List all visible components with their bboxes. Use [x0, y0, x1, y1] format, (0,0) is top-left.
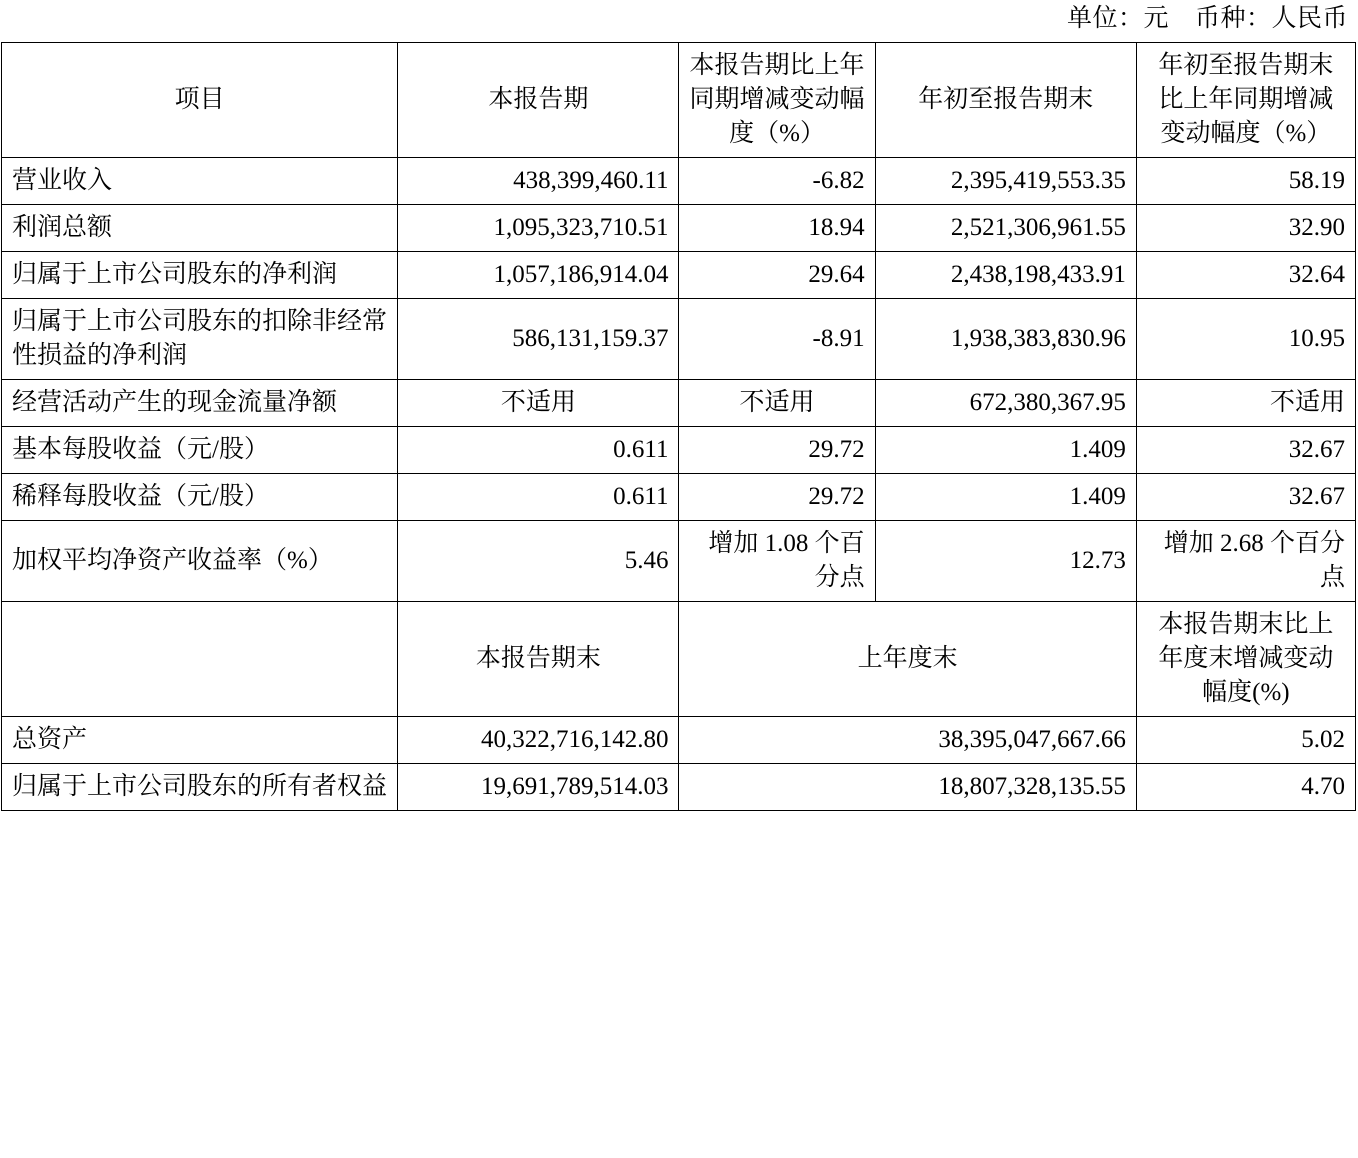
financial-summary-table	[1, 42, 1356, 811]
row-current-period-value: 586,131,159.37	[398, 299, 679, 380]
row-period-end-value: 40,322,716,142.80	[398, 717, 679, 764]
row-current-period-value: 5.46	[398, 521, 679, 602]
header-current-period: 本报告期	[398, 43, 679, 158]
row-current-period-change: -6.82	[679, 158, 875, 205]
row-label: 总资产	[2, 717, 398, 764]
row-current-period-change: 不适用	[679, 380, 875, 427]
second-header-change: 本报告期末比上年度末增减变动幅度(%)	[1136, 602, 1355, 717]
row-ytd-change: 58.19	[1136, 158, 1355, 205]
row-label: 归属于上市公司股东的净利润	[2, 252, 398, 299]
row-label: 利润总额	[2, 205, 398, 252]
table-row	[2, 717, 1356, 764]
table-row	[2, 252, 1356, 299]
row-ytd-value: 2,521,306,961.55	[875, 205, 1136, 252]
row-ytd-change: 不适用	[1136, 380, 1355, 427]
row-ytd-value: 2,438,198,433.91	[875, 252, 1136, 299]
table-header-row	[2, 43, 1356, 158]
row-ytd-change: 32.90	[1136, 205, 1355, 252]
table-row	[2, 205, 1356, 252]
row-current-period-change: 29.72	[679, 427, 875, 474]
row-label: 归属于上市公司股东的所有者权益	[2, 764, 398, 811]
table-row	[2, 299, 1356, 380]
row-current-period-value: 1,095,323,710.51	[398, 205, 679, 252]
second-header-item	[2, 602, 398, 717]
table-row	[2, 521, 1356, 602]
row-label: 归属于上市公司股东的扣除非经常性损益的净利润	[2, 299, 398, 380]
header-item: 项目	[2, 43, 398, 158]
table-second-header-row	[2, 602, 1356, 717]
row-ytd-value: 672,380,367.95	[875, 380, 1136, 427]
unit-note	[0, 0, 1358, 42]
table-row	[2, 158, 1356, 205]
row-change: 4.70	[1136, 764, 1355, 811]
row-ytd-value: 1,938,383,830.96	[875, 299, 1136, 380]
row-ytd-value: 1.409	[875, 474, 1136, 521]
row-ytd-change: 增加 2.68 个百分点	[1136, 521, 1355, 602]
table-row	[2, 380, 1356, 427]
second-header-period-end: 本报告期末	[398, 602, 679, 717]
row-current-period-value: 不适用	[398, 380, 679, 427]
row-label: 营业收入	[2, 158, 398, 205]
unit-note-currency-unit: 单位：元	[1066, 5, 1169, 32]
row-current-period-change: 增加 1.08 个百分点	[679, 521, 875, 602]
row-label: 稀释每股收益（元/股）	[2, 474, 398, 521]
row-ytd-change: 10.95	[1136, 299, 1355, 380]
second-header-last-year-end: 上年度末	[679, 602, 1136, 717]
table-row	[2, 764, 1356, 811]
row-current-period-value: 0.611	[398, 427, 679, 474]
row-change: 5.02	[1136, 717, 1355, 764]
header-ytd: 年初至报告期末	[875, 43, 1136, 158]
row-current-period-change: 29.64	[679, 252, 875, 299]
row-last-year-end-value: 38,395,047,667.66	[679, 717, 1136, 764]
row-ytd-value: 1.409	[875, 427, 1136, 474]
row-ytd-change: 32.64	[1136, 252, 1355, 299]
row-label: 基本每股收益（元/股）	[2, 427, 398, 474]
row-current-period-change: 29.72	[679, 474, 875, 521]
row-last-year-end-value: 18,807,328,135.55	[679, 764, 1136, 811]
row-current-period-value: 438,399,460.11	[398, 158, 679, 205]
table-row	[2, 474, 1356, 521]
table-row	[2, 427, 1356, 474]
row-label: 经营活动产生的现金流量净额	[2, 380, 398, 427]
row-current-period-change: -8.91	[679, 299, 875, 380]
row-current-period-change: 18.94	[679, 205, 875, 252]
row-ytd-change: 32.67	[1136, 427, 1355, 474]
row-ytd-value: 12.73	[875, 521, 1136, 602]
header-current-period-change: 本报告期比上年同期增减变动幅度（%）	[679, 43, 875, 158]
row-current-period-value: 1,057,186,914.04	[398, 252, 679, 299]
unit-note-currency-type: 币种：人民币	[1194, 5, 1348, 32]
row-label: 加权平均净资产收益率（%）	[2, 521, 398, 602]
row-period-end-value: 19,691,789,514.03	[398, 764, 679, 811]
row-current-period-value: 0.611	[398, 474, 679, 521]
row-ytd-change: 32.67	[1136, 474, 1355, 521]
header-ytd-change: 年初至报告期末比上年同期增减变动幅度（%）	[1136, 43, 1355, 158]
row-ytd-value: 2,395,419,553.35	[875, 158, 1136, 205]
